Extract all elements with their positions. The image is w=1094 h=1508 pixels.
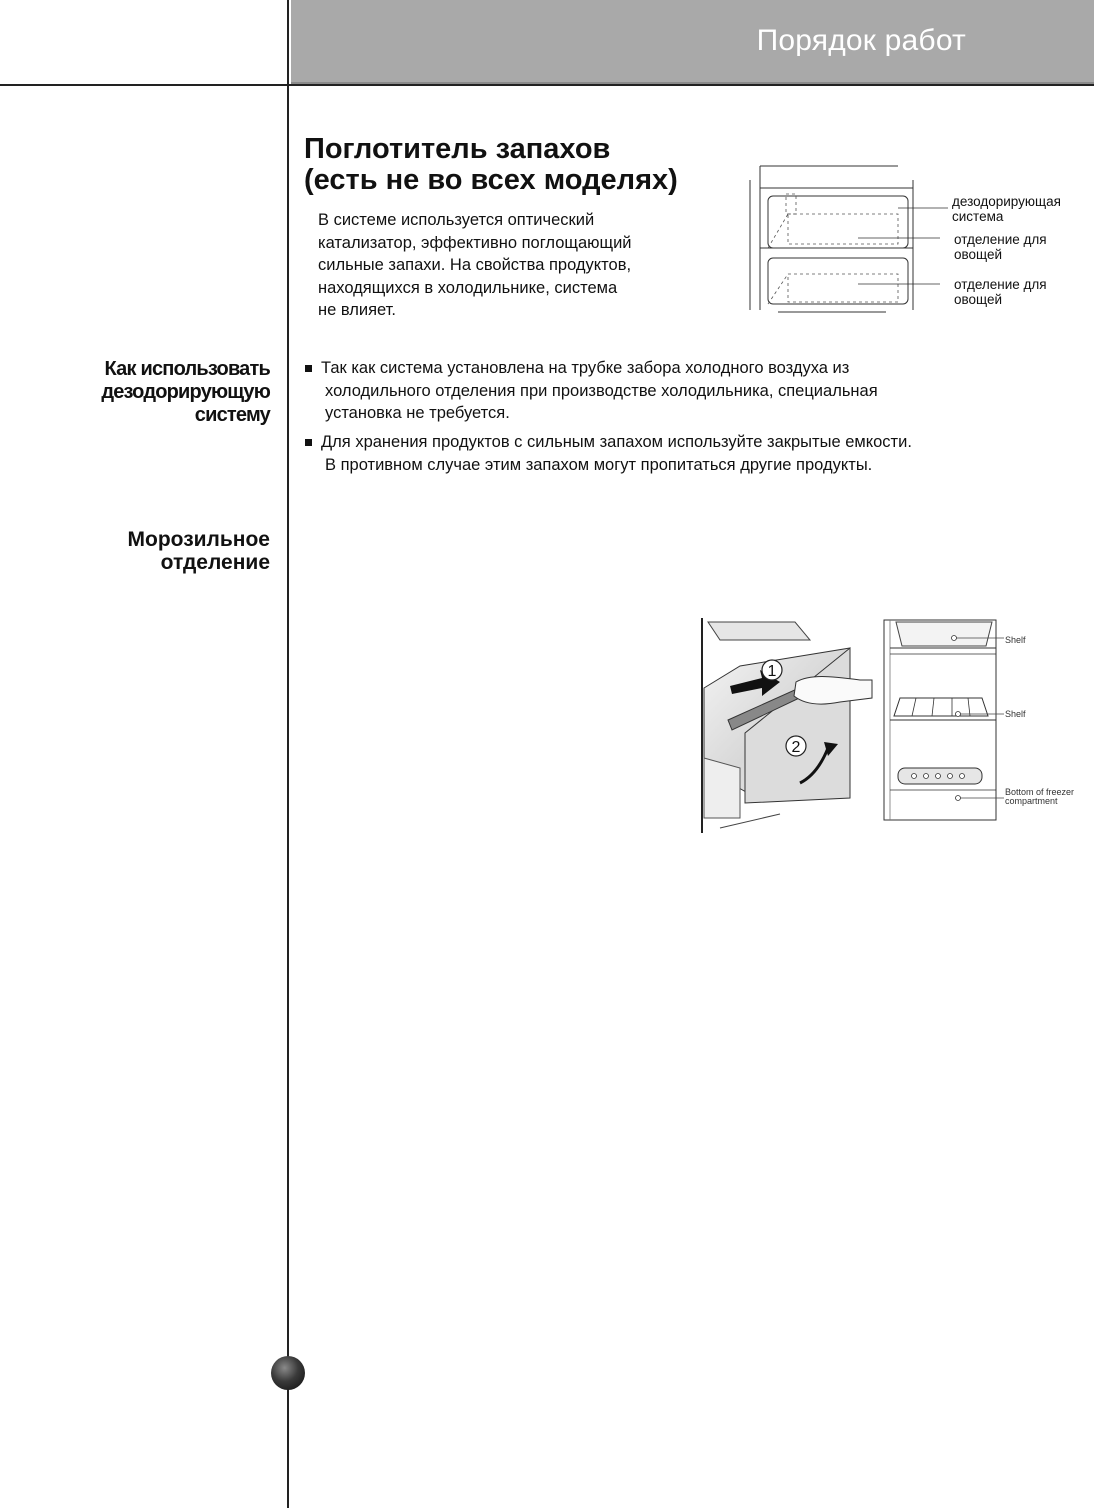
bullet-text: В противном случае этим запахом могут пропитаться другие продукты.: [325, 455, 873, 474]
side-heading-freezer: [128, 528, 271, 574]
bullet-item: [305, 431, 1025, 476]
intro-line: сильные запахи. На свойства продуктов,: [318, 256, 632, 274]
diagram-label-line: система: [952, 209, 1004, 224]
diagram-label-line: овощей: [954, 292, 1003, 307]
bullet-square-icon: [305, 365, 312, 372]
shelf-label-lower: Shelf: [1005, 709, 1026, 719]
diagram-label-deodorizer: [952, 194, 1061, 224]
bottom-label-line-2: compartment: [1005, 796, 1058, 806]
intro-paragraph: [318, 209, 678, 322]
side-heading-deodorizer: [101, 358, 270, 427]
drawer-removal-illustration: [700, 618, 875, 833]
intro-line: не влияет.: [318, 301, 396, 319]
intro-line: находящихся в холодильнике, система: [318, 278, 618, 297]
bullet-item: [305, 357, 1025, 425]
intro-line: катализатор, эффективно поглощающий: [318, 233, 632, 252]
bullet-text: Для хранения продуктов с сильным запахом используйте закрытые емкости.: [321, 433, 912, 451]
side-heading-line: Как использовать: [104, 358, 270, 380]
section-title-line: Поглотитель запахов: [304, 133, 611, 165]
step-2-number: 2: [791, 739, 801, 756]
bottom-label-line-1: Bottom of freezer: [1005, 788, 1075, 797]
column-divider: [287, 84, 289, 1508]
diagram-label-line: отделение для: [954, 232, 1047, 247]
step-1-number: 1: [767, 663, 777, 680]
diagram-label-line: овощей: [954, 247, 1003, 262]
page-header-title: Порядок работ: [756, 24, 966, 57]
diagram-label-vegetable-2: [954, 277, 1047, 307]
bullet-text: установка не требуется.: [325, 404, 510, 422]
diagram-label-vegetable-1: [954, 232, 1047, 262]
bullet-text: холодильного отделения при производстве холодильника, специальная: [325, 381, 878, 400]
header-rule: [0, 84, 1094, 86]
column-divider-top: [287, 0, 289, 84]
side-heading-line: систему: [194, 404, 270, 426]
side-heading-line: Морозильное: [127, 528, 270, 551]
bullet-text: Так как система установлена на трубке забора холодного воздуха из: [321, 359, 850, 377]
side-heading-line: дезодорирующую: [101, 381, 270, 403]
section-title-line: (есть не во всех моделях): [304, 164, 678, 196]
section-title: [304, 134, 678, 196]
shelf-label-upper: Shelf: [1005, 635, 1026, 645]
diagram-label-line: отделение для: [954, 277, 1047, 292]
header-bar: [291, 0, 1094, 84]
intro-line: В системе используется оптический: [318, 211, 595, 229]
page-marker-icon: [271, 1356, 305, 1390]
bullet-square-icon: [305, 439, 312, 446]
diagram-label-line: дезодорирующая: [952, 194, 1061, 209]
side-heading-line: отделение: [160, 551, 270, 574]
